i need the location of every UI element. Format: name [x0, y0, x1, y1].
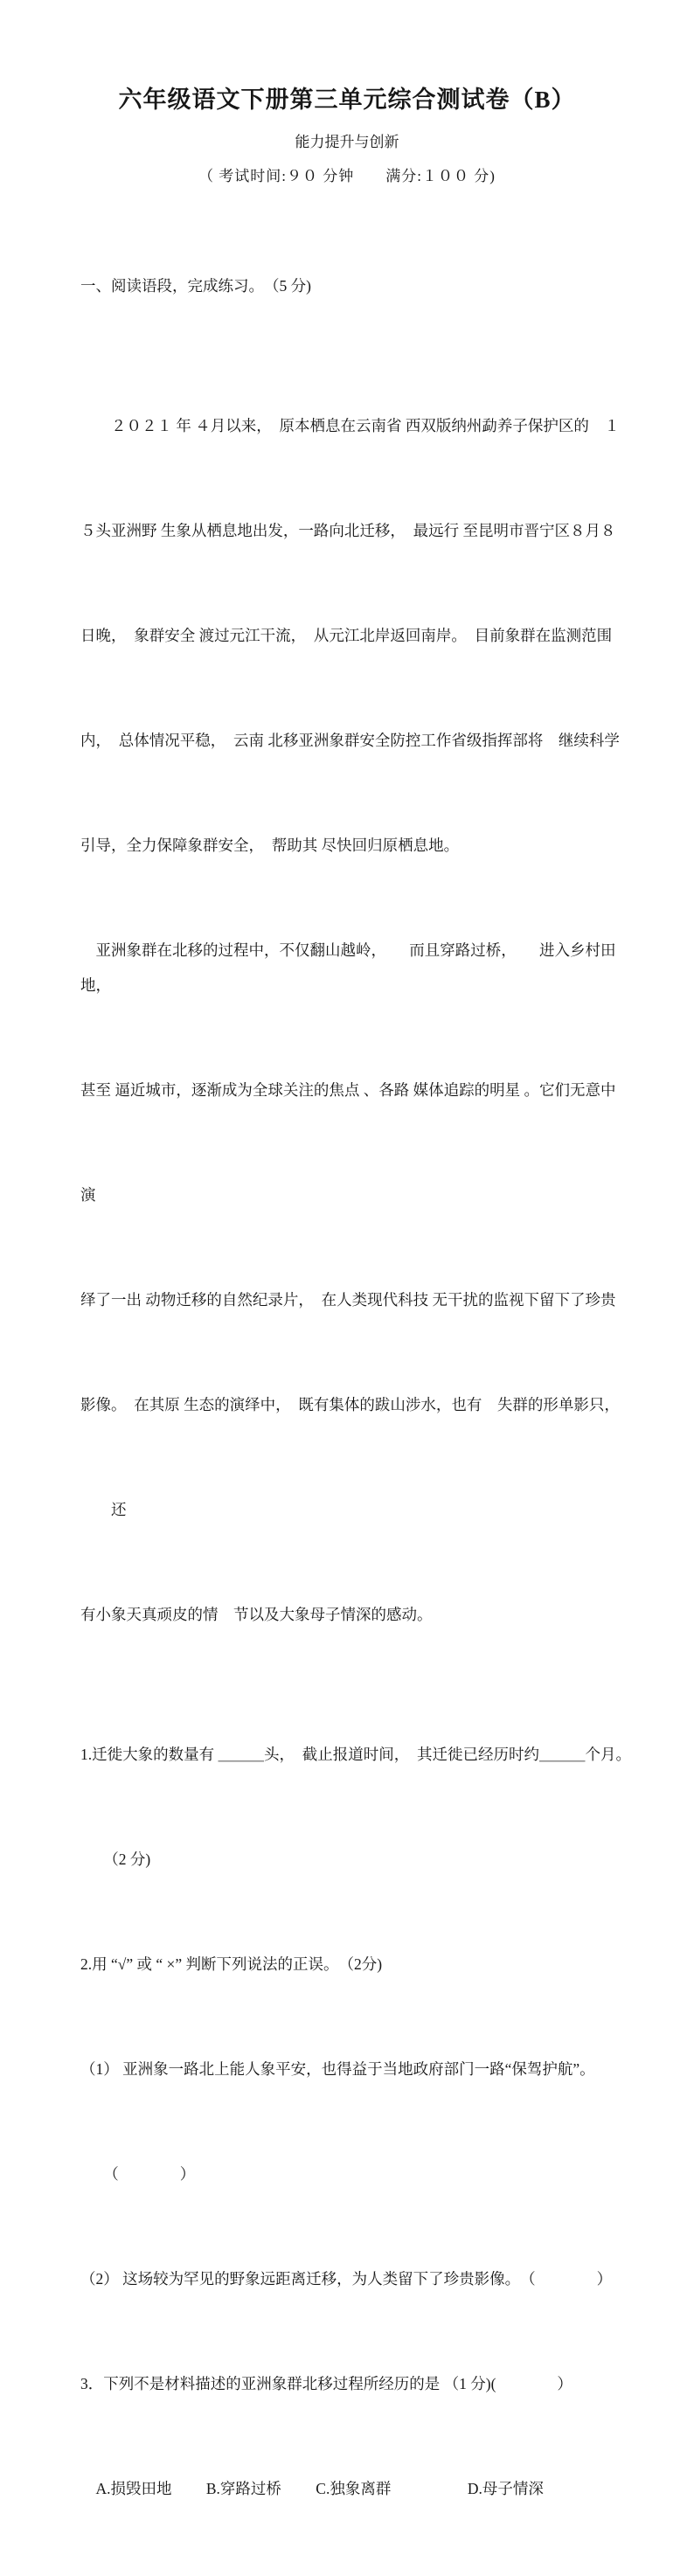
passage-line: ２０２１ 年 ４月以来， 原本栖息在云南省 西双版纳州勐养子保护区的 １ [80, 417, 620, 434]
question-2-item-1: （1） 亚洲象一路北上能人象平安，也得益于当地政府部门一路“保驾护航”。 [80, 2060, 595, 2078]
passage-line: 影像。 在其原 生态的演绎中， 既有集体的跋山涉水，也有 失群的形单影只， [80, 1396, 620, 1413]
question-2-stem: 2.用 “√” 或 “ ×” 判断下列说法的正误。 （2分) [80, 1955, 383, 1973]
question-1-stem: 1.迁徙大象的数量有 ＿＿＿头， 截止报道时间， 其迁徙已经历时约＿＿＿个月。 [80, 1746, 631, 1763]
section-one-heading: 一、阅读语段，完成练习。 （5 分) [80, 277, 311, 295]
passage-line: 绎了一出 动物迁移的自然纪录片， 在人类现代科技 无干扰的监视下留下了珍贵 [80, 1291, 616, 1309]
passage-line: 演 [80, 1186, 96, 1204]
passage-line: 甚至 逼近城市，逐渐成为全球关注的焦点 、各路 媒体追踪的明星 。它们无意中 [80, 1081, 616, 1099]
page-subtitle: 能力提升与创新 [295, 134, 399, 150]
question-3-options: A.损毁田地 B.穿路过桥 C.独象离群 D.母子情深 [80, 2480, 544, 2497]
question-1-score: （2 分) [80, 1850, 151, 1868]
passage-line: 日晚， 象群安全 渡过元江干流， 从元江北岸返回南岸。 目前象群在监测范围 [80, 627, 613, 644]
passage-line: 还 [80, 1501, 127, 1518]
paper-body [80, 198, 636, 2576]
question-3-stem: 3．下列不是材料描述的亚洲象群北移过程所经历的是 （1 分)( ） [80, 2375, 573, 2392]
question-2-item-2: （2） 这场较为罕见的野象远距离迁移，为人类留下了珍贵影像。 （ ） [80, 2270, 613, 2288]
question-2-item-1-answer-blank: （ ） [80, 2165, 196, 2183]
passage-line: 有小象天真顽皮的情 节以及大象母子情深的感动。 [80, 1606, 433, 1623]
page-title: 六年级语文下册第三单元综合测试卷（B） [118, 87, 576, 113]
passage-line: ５头亚洲野 生象从栖息地出发，一路向北迁移， 最远行 至昆明市晋宁区８月８ [80, 522, 616, 539]
passage-line: 引导，全力保障象群安全， 帮助其 尽快回归原栖息地。 [80, 837, 460, 854]
passage-line: 内， 总体情况平稳， 云南 北移亚洲象群安全防控工作省级指挥部将 继续科学 [80, 732, 620, 749]
exam-info: （ 考试时间:９０ 分钟 满分:１００ 分) [198, 168, 496, 184]
passage-line: 亚洲象群在北移的过程中，不仅翻山越岭， 而且穿路过桥， 进入乡村田地， [80, 941, 616, 994]
